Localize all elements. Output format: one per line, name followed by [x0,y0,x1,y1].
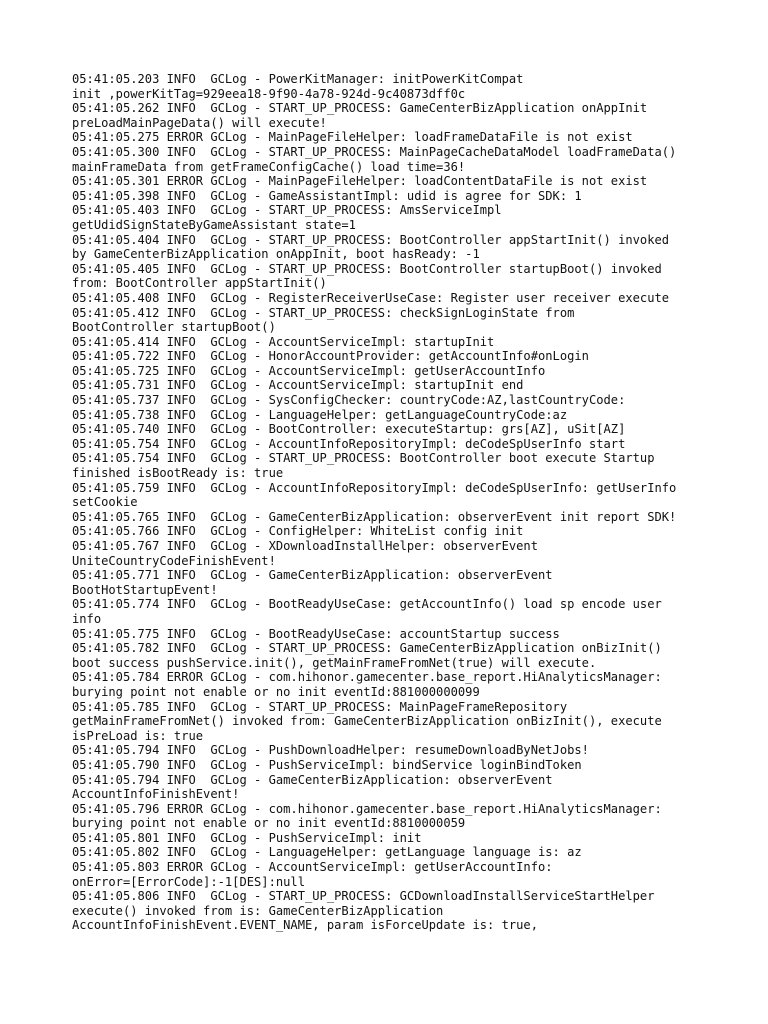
log-line: getUdidSignStateByGameAssistant state=1 [72,217,356,232]
log-line: 05:41:05.754 INFO GCLog - START_UP_PROCESS: BootController boot execute Startup [72,451,655,466]
log-line: 05:41:05.766 INFO GCLog - ConfigHelper: WhiteList config init [72,524,524,539]
log-line: 05:41:05.203 INFO GCLog - PowerKitManager: initPowerKitCompat [72,72,524,86]
log-line: 05:41:05.740 INFO GCLog - BootController: executeStartup: grs[AZ], uSit[AZ] [72,422,626,437]
log-line: 05:41:05.725 INFO GCLog - AccountServiceImpl: getUserAccountInfo [72,363,546,378]
log-line: 05:41:05.784 ERROR GCLog - com.hihonor.gamecenter.base_report.HiAnalyticsManager: [72,670,662,685]
log-document-page [72,72,712,933]
log-line: 05:41:05.794 INFO GCLog - GameCenterBizApplication: observerEvent [72,772,553,787]
log-line: 05:41:05.803 ERROR GCLog - AccountServiceImpl: getUserAccountInfo: [72,860,553,875]
log-line: 05:41:05.403 INFO GCLog - START_UP_PROCESS: AmsServiceImpl [72,203,502,218]
log-line: 05:41:05.301 ERROR GCLog - MainPageFileHelper: loadContentDataFile is not exist [72,174,648,189]
log-line: 05:41:05.759 INFO GCLog - AccountInfoRepositoryImpl: deCodeSpUserInfo: getUserInfo [72,480,677,495]
log-line: preLoadMainPageData() will execute! [72,115,327,130]
log-line: burying point not enable or no init eventId:881000000099 [72,684,480,699]
log-line: UniteCountryCodeFinishEvent! [72,553,276,568]
log-line: 05:41:05.412 INFO GCLog - START_UP_PROCESS: checkSignLoginState from [72,305,575,320]
log-line: execute() invoked from is: GameCenterBizApplication [72,903,444,918]
log-line: 05:41:05.737 INFO GCLog - SysConfigChecker: countryCode:AZ,lastCountryCode: [72,393,626,408]
log-line: 05:41:05.414 INFO GCLog - AccountServiceImpl: startupInit [72,334,495,349]
log-line: AccountInfoFinishEvent! [72,787,240,802]
log-line: 05:41:05.300 INFO GCLog - START_UP_PROCESS: MainPageCacheDataModel loadFrameData() [72,144,677,159]
log-line: 05:41:05.802 INFO GCLog - LanguageHelper: getLanguage language is: az [72,845,582,860]
log-line: 05:41:05.275 ERROR GCLog - MainPageFileHelper: loadFrameDataFile is not exist [72,130,633,145]
log-line: from: BootController appStartInit() [72,276,327,291]
log-line: BootController startupBoot() [72,320,276,335]
log-line: finished isBootReady is: true [72,466,284,481]
log-line: 05:41:05.408 INFO GCLog - RegisterReceiverUseCase: Register user receiver execute [72,290,670,305]
log-line: BootHotStartupEvent! [72,582,218,597]
log-line: info [72,611,102,626]
log-line: 05:41:05.754 INFO GCLog - AccountInfoRepositoryImpl: deCodeSpUserInfo start [72,436,626,451]
log-line: 05:41:05.771 INFO GCLog - GameCenterBizApplication: observerEvent [72,568,553,583]
log-line: 05:41:05.722 INFO GCLog - HonorAccountProvider: getAccountInfo#onLogin [72,349,589,364]
log-line: boot success pushService.init(), getMainFrameFromNet(true) will execute. [72,655,597,670]
log-line: 05:41:05.405 INFO GCLog - START_UP_PROCESS: BootController startupBoot() invoked [72,261,662,276]
log-line: burying point not enable or no init eventId:8810000059 [72,816,466,831]
log-line: 05:41:05.801 INFO GCLog - PushServiceImpl: init [72,830,422,845]
log-line: 05:41:05.775 INFO GCLog - BootReadyUseCase: accountStartup success [72,626,560,641]
log-line: 05:41:05.404 INFO GCLog - START_UP_PROCESS: BootController appStartInit() invoked [72,232,670,247]
log-line: 05:41:05.782 INFO GCLog - START_UP_PROCESS: GameCenterBizApplication onBizInit() [72,641,662,656]
log-line: by GameCenterBizApplication onAppInit, boot hasReady: -1 [72,247,480,262]
log-line: 05:41:05.765 INFO GCLog - GameCenterBizApplication: observerEvent init report SDK! [72,509,677,524]
log-line: init ,powerKitTag=929eea18-9f90-4a78-924d-9c40873dff0c [72,86,466,101]
log-line: 05:41:05.738 INFO GCLog - LanguageHelper: getLanguageCountryCode:az [72,407,568,422]
log-line: mainFrameData from getFrameConfigCache() load time=36! [72,159,466,174]
log-line: 05:41:05.796 ERROR GCLog - com.hihonor.gamecenter.base_report.HiAnalyticsManager: [72,801,662,816]
log-line: 05:41:05.398 INFO GCLog - GameAssistantImpl: udid is agree for SDK: 1 [72,188,582,203]
log-line: 05:41:05.794 INFO GCLog - PushDownloadHelper: resumeDownloadByNetJobs! [72,743,589,758]
log-line: 05:41:05.790 INFO GCLog - PushServiceImpl: bindService loginBindToken [72,757,582,772]
log-line: setCookie [72,495,138,510]
log-line: 05:41:05.731 INFO GCLog - AccountServiceImpl: startupInit end [72,378,524,393]
log-line: AccountInfoFinishEvent.EVENT_NAME, param isForceUpdate is: true, [72,918,538,933]
log-line: 05:41:05.785 INFO GCLog - START_UP_PROCESS: MainPageFrameRepository [72,699,568,714]
log-line: 05:41:05.262 INFO GCLog - START_UP_PROCESS: GameCenterBizApplication onAppInit [72,101,648,116]
log-line: 05:41:05.806 INFO GCLog - START_UP_PROCESS: GCDownloadInstallServiceStartHelper [72,889,655,904]
log-line: 05:41:05.767 INFO GCLog - XDownloadInstallHelper: observerEvent [72,539,538,553]
log-line: onError=[ErrorCode]:-1[DES]:null [72,874,305,889]
log-line: isPreLoad is: true [72,728,204,743]
log-line: getMainFrameFromNet() invoked from: GameCenterBizApplication onBizInit(), execute [72,714,662,729]
log-lines [72,72,712,933]
log-line: 05:41:05.774 INFO GCLog - BootReadyUseCase: getAccountInfo() load sp encode user [72,597,662,612]
